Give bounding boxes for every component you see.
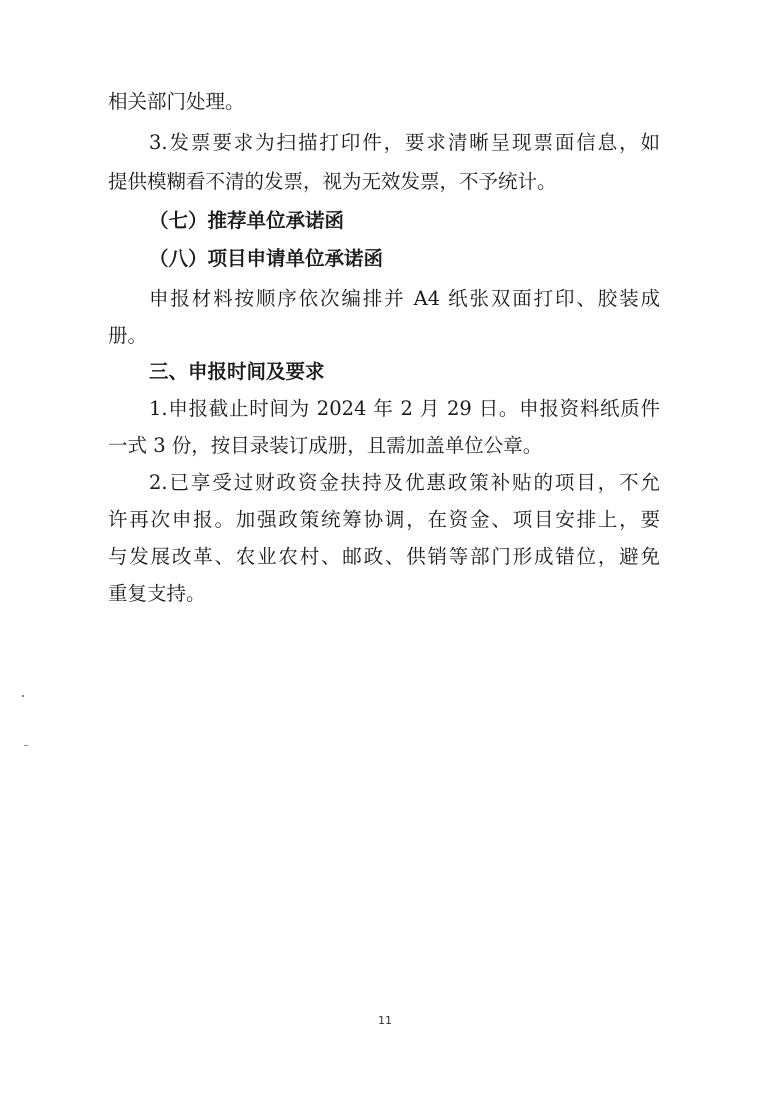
section-heading-7: （七）推荐单位承诺函 xyxy=(149,209,345,232)
requirement-1-line-1: 1.申报截止时间为 2024 年 2 月 29 日。申报资料纸质件 xyxy=(149,397,660,420)
scan-mark xyxy=(24,745,28,746)
scan-mark xyxy=(22,695,24,697)
section-heading-8: （八）项目申请单位承诺函 xyxy=(149,247,384,270)
requirement-2-line-1: 2.已享受过财政资金扶持及优惠政策补贴的项目，不允 xyxy=(149,471,660,494)
requirement-2-line-2: 许再次申报。加强政策统筹协调，在资金、项目安排上，要 xyxy=(108,508,660,531)
item-3-line-1: 3.发票要求为扫描打印件，要求清晰呈现票面信息，如 xyxy=(149,131,660,154)
text-line-continuation: 相关部门处理。 xyxy=(108,90,245,113)
requirement-2-line-4: 重复支持。 xyxy=(108,582,206,605)
materials-line-2: 册。 xyxy=(108,324,148,347)
requirement-1-line-2: 一式 3 份，按目录装订成册，且需加盖单位公章。 xyxy=(108,434,543,457)
page-number: 11 xyxy=(378,1014,392,1027)
materials-line-1: 申报材料按顺序依次编排并 A4 纸张双面打印、胶装成 xyxy=(149,287,660,310)
requirement-2-line-3: 与发展改革、农业农村、邮政、供销等部门形成错位，避免 xyxy=(108,545,660,568)
item-3-line-2: 提供模糊看不清的发票，视为无效发票，不予统计。 xyxy=(108,170,557,193)
section-heading-3: 三、申报时间及要求 xyxy=(149,360,325,383)
